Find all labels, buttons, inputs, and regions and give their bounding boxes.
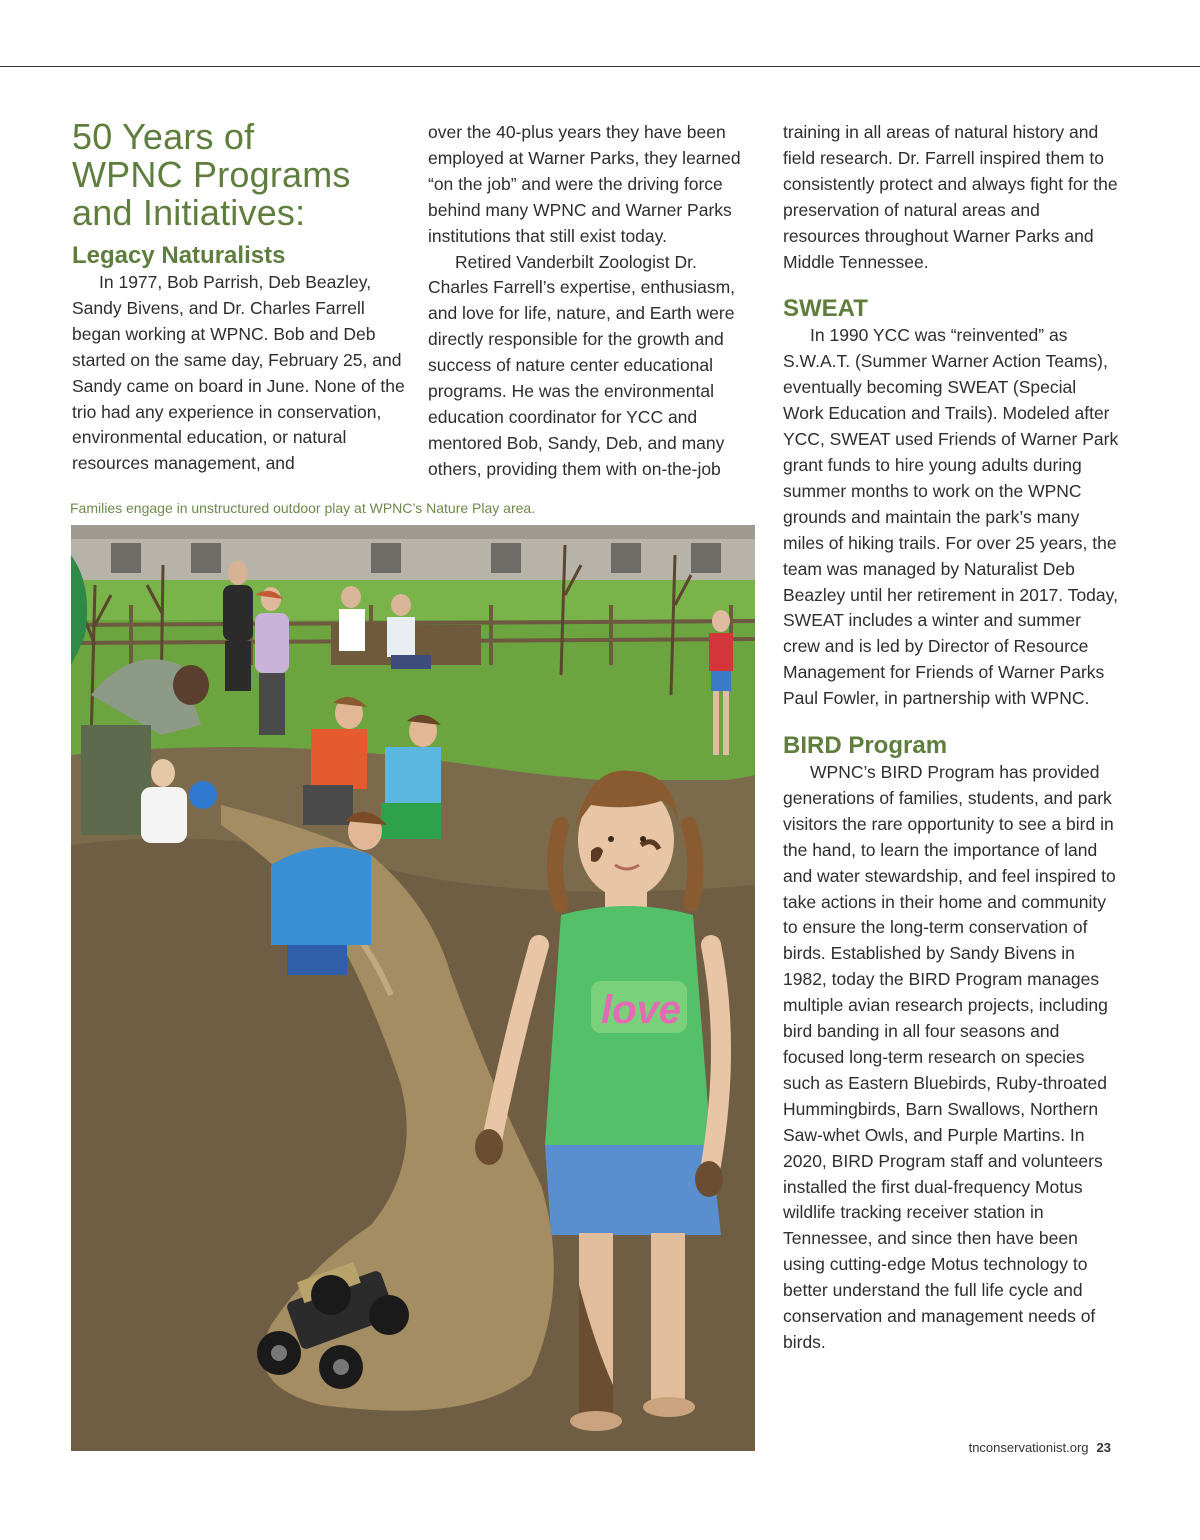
page-number: 23 [1096,1440,1111,1455]
photo-caption: Families engage in unstructured outdoor play at WPNC’s Nature Play area. [70,500,536,516]
nature-play-photo [71,525,755,1451]
title-line-2: WPNC Programs [72,154,351,195]
shirt-text: love [601,988,682,1032]
building-roof [71,525,755,539]
page-footer [969,1440,1111,1455]
column-2 [428,120,762,483]
top-rule [0,66,1200,67]
title-line-1: 50 Years of [72,116,255,157]
legacy-naturalists-heading: Legacy Naturalists [72,242,286,269]
column-3 [783,120,1121,1356]
grass-highlight [71,580,755,620]
legacy-paragraph-2-part-2: training in all areas of natural history and field research. Dr. Farrell inspired them to consistently protect and always fight for the preservation of natural areas and resources throughout Warner Parks and Middle Tennessee. [783,122,1118,272]
legacy-paragraph-1-part-1: In 1977, Bob Parrish, Deb Beazley, Sandy Bivens, and Dr. Charles Farrell began working at WPNC. Bob and Deb started on the same day, February 25, and Sandy came on board in June. None of the trio had any experience in conservation, environmental education, or natural resources management, and [72,272,405,474]
bird-program-heading: BIRD Program [783,732,948,760]
column-1 [72,118,407,477]
bird-program-paragraph: WPNC’s BIRD Program has provided generations of families, students, and park visitors the rare opportunity to see a bird in the hand, to learn the importance of land and water stewardship, and feel inspired to take actions in their home and community to ensure the long-term conservation of birds. Established by Sandy Bivens in 1982, today the BIRD Program manages multiple avian research projects, including bird banding in all four seasons and focused long-term research on species such as Eastern Bluebirds, Ruby-throated Hummingbirds, Barn Swallows, Northern Saw-whet Owls, and Purple Martins. In 2020, BIRD Program staff and volunteers installed the first dual-frequency Motus wildlife tracking receiver station in Tennessee, and since then have been using cutting-edge Motus technology to better understand the full life cycle and conservation and management needs of birds. [783,762,1116,1352]
footer-site: tnconservationist.org [968,1440,1089,1455]
title-line-3: and Initiatives: [72,192,306,233]
page-title [72,118,407,232]
sweat-heading: SWEAT [783,295,868,323]
legacy-paragraph-1-part-2: over the 40-plus years they have been employed at Warner Parks, they learned “on the job” and were the driving force behind many WPNC and Warner Parks institutions that still exist today. [428,122,741,246]
nature-play-illustration [71,525,755,1451]
legacy-paragraph-2-part-1: Retired Vanderbilt Zoologist Dr. Charles Farrell’s expertise, enthusiasm, and love for life, nature, and Earth were directly responsible for the growth and success of nature center educational programs. He was the environmental education coordinator for YCC and mentored Bob, Sandy, Deb, and many others, providing them with on-the-job [428,251,736,479]
sweat-paragraph: In 1990 YCC was “reinvented” as S.W.A.T. (Summer Warner Action Teams), eventually becoming SWEAT (Special Work Education and Trails). Modeled after YCC, SWEAT used Friends of Warner Park grant funds to hire young adults during summer months to work on the WPNC grounds and maintain the park’s many miles of hiking trails. For over 25 years, the team was managed by Naturalist Deb Beazley until her retirement in 2017. Today, SWEAT includes a winter and summer crew and is led by Director of Resource Management for Friends of Warner Parks Paul Fowler, in partnership with WPNC. [783,325,1119,709]
